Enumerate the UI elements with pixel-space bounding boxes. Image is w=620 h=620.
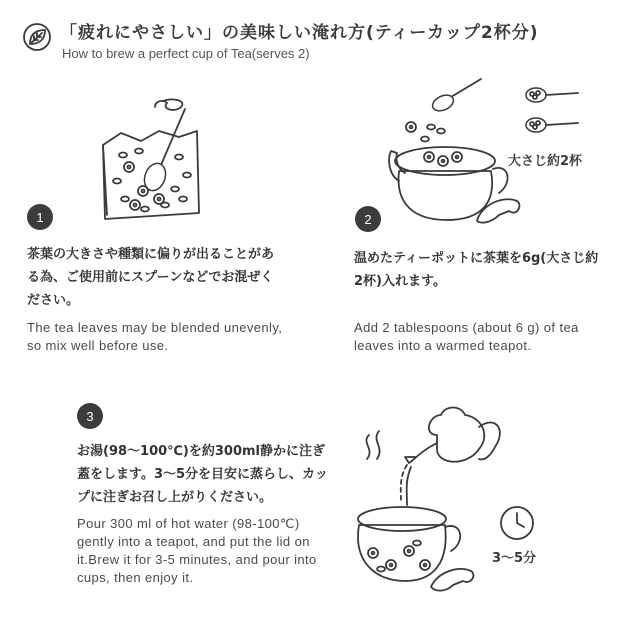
step-1-english: The tea leaves may be blended unevenly, so mix well before use. <box>27 320 283 353</box>
step-2-english: Add 2 tablespoons (about 6 g) of tea leaves into a warmed teapot. <box>354 320 579 353</box>
leaf-icon <box>22 22 52 52</box>
measure-label: 大さじ約2杯 <box>508 154 583 169</box>
step-2-japanese: 温めたティーポットに茶葉を6g(大さじ約2杯)入れます。 <box>354 251 599 289</box>
page-title: 「疲れにやさしい」の美味しい淹れ方(ティーカップ2杯分) <box>60 23 539 43</box>
tea-bag-illustration <box>95 95 215 230</box>
page-subtitle: How to brew a perfect cup of Tea(serves 2) <box>62 46 310 61</box>
step-1-number: 1 <box>27 204 53 230</box>
step-3-english: Pour 300 ml of hot water (98-100℃) gently into a teapot, and put the lid on it.Brew it for 3-5 minutes, and pour into cups, then enjoy it. <box>77 516 317 585</box>
time-label: 3〜5分 <box>492 551 537 566</box>
step-3-japanese: お湯(98〜100℃)を約300ml静かに注ぎ蓋をします。3〜5分を目安に蒸らし、カップに注ぎお召し上がりください。 <box>77 444 328 505</box>
clock-icon <box>497 503 537 543</box>
teapot-illustration <box>385 75 525 230</box>
spoon-icon <box>522 85 582 140</box>
step-1-japanese: 茶葉の大きさや種類に偏りが出ることがある為、ご使用前にスプーンなどでお混ぜください。 <box>27 247 275 308</box>
step-3-number: 3 <box>77 403 103 429</box>
kettle-illustration <box>345 405 515 605</box>
step-2-number: 2 <box>355 206 381 232</box>
